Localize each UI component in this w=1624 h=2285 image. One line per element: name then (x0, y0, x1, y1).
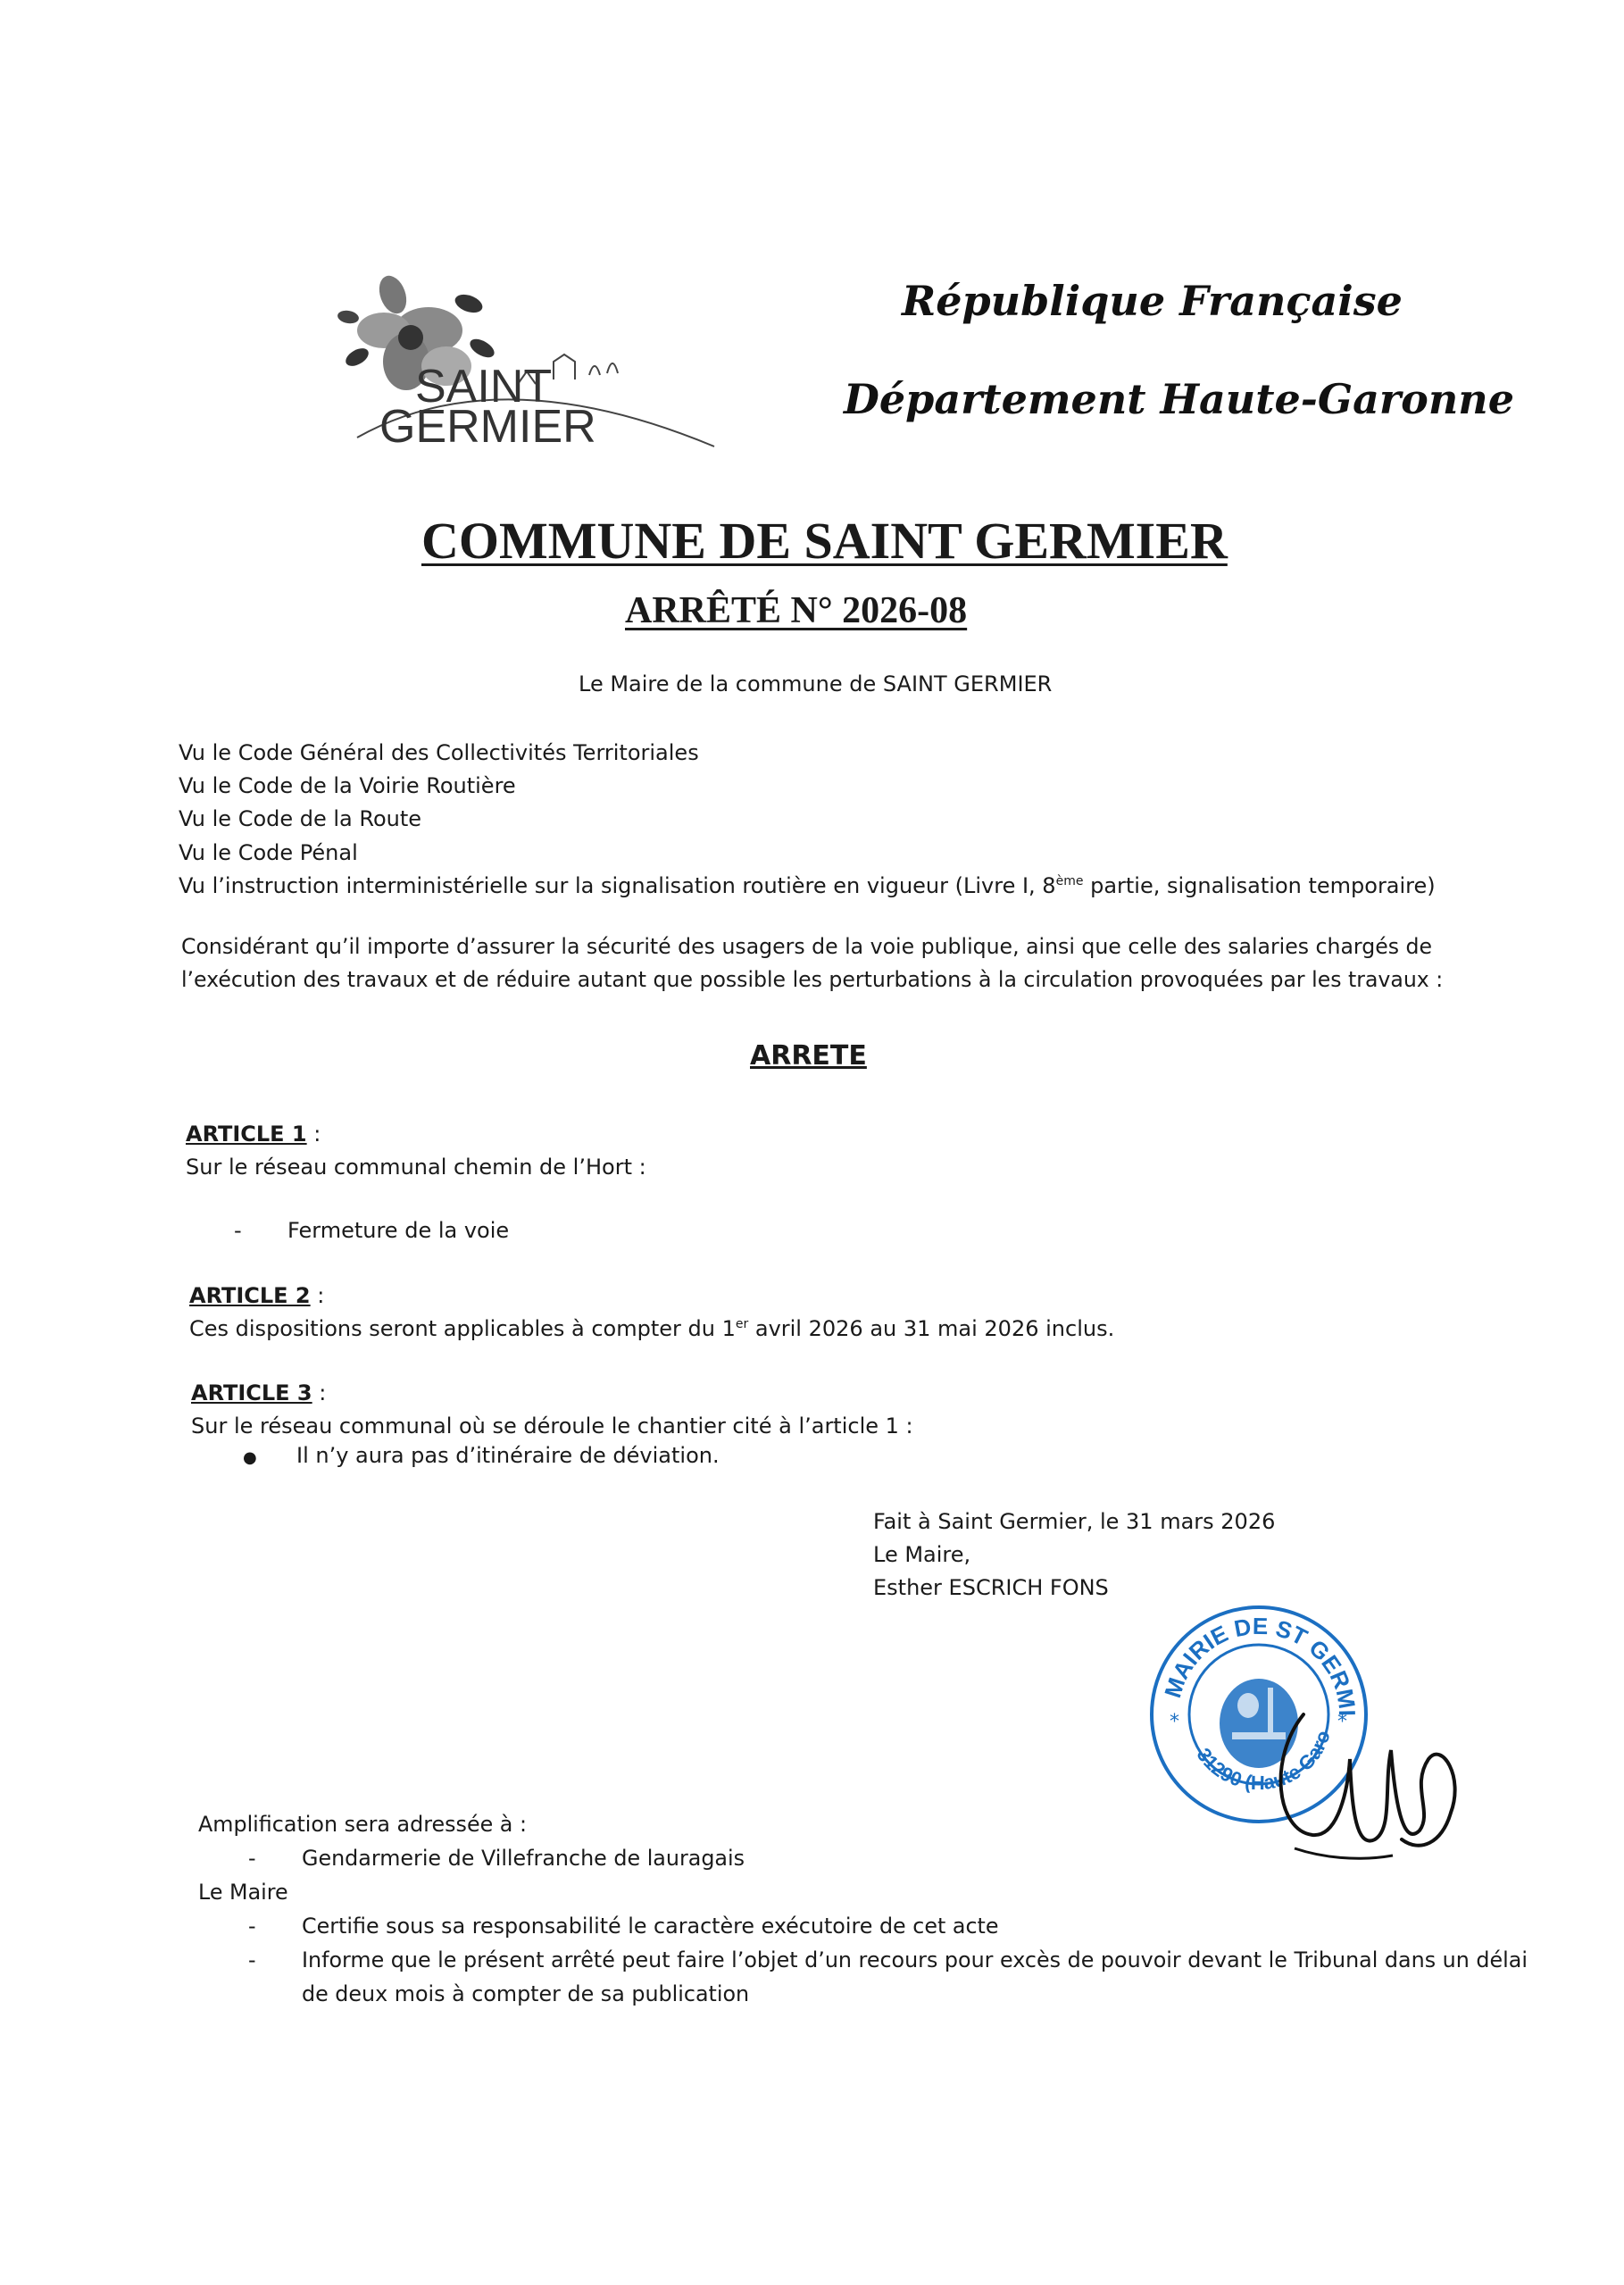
reference-line: Vu le Code Général des Collectivités Territoriales (179, 740, 699, 765)
legal-references (179, 737, 1436, 903)
article-text: Sur le réseau communal chemin de l’Hort : (186, 1155, 646, 1180)
amplification-label: Amplification sera adressée à : (198, 1812, 527, 1837)
commune-logo (321, 268, 732, 455)
article-1: ARTICLE 1 : Sur le réseau communal chemin de l’Hort : (186, 1118, 646, 1184)
page-title: COMMUNE DE SAINT GERMIER (421, 512, 1228, 570)
svg-text:*: * (1337, 1711, 1347, 1733)
recipient-item: - Gendarmerie de Villefranche de lauragais (248, 1846, 745, 1871)
article-text: Sur le réseau communal où se déroule le chantier cité à l’article 1 : (191, 1414, 913, 1439)
intro-line: Le Maire de la commune de SAINT GERMIER (579, 671, 1053, 696)
flower-logo-graphic (321, 268, 732, 455)
whereas-line: Considérant qu’il importe d’assurer la sécurité des usagers de la voie publique, ainsi que celle des salaries chargés de (181, 934, 1432, 959)
logo-text-germier: GERMIER (379, 401, 596, 453)
mayor-label: Le Maire (198, 1880, 288, 1905)
bullet-item: ● Il n’y aura pas d’itinéraire de déviation. (243, 1439, 720, 1472)
superscript: er (735, 1317, 749, 1332)
article-3: ARTICLE 3 : Sur le réseau communal où se déroule le chantier cité à l’article 1 : (191, 1377, 913, 1443)
superscript: ème (1055, 873, 1084, 888)
article-text: Ces dispositions seront applicables à compter du 1er avril 2026 au 31 mai 2026 inclus. (189, 1316, 1115, 1342)
instruction-line: Vu l’instruction interministérielle sur la signalisation routière en vigueur (Livre I, 8ème partie, signalisation temporaire) (179, 872, 1436, 898)
place-date: Fait à Saint Germier, le 31 mars 2026 (873, 1509, 1276, 1534)
reference-line: Vu le Code Pénal (179, 839, 358, 865)
reference-line: Vu le Code de la Route (179, 806, 422, 832)
continuation-line: de deux mois à compter de sa publication (302, 1981, 750, 2006)
department-heading: Département Haute-Garonne (844, 375, 1515, 423)
article-label: ARTICLE 2 (189, 1283, 311, 1308)
signatory-name: Esther ESCRICH FONS (873, 1575, 1109, 1601)
whereas-paragraph (181, 930, 1444, 996)
article-2: ARTICLE 2 : Ces dispositions seront applicables à compter du 1er avril 2026 au 31 mai 2026 inclus. (189, 1280, 1114, 1346)
article-label: ARTICLE 3 (191, 1380, 312, 1405)
mayor-item: - Certifie sous sa responsabilité le caractère exécutoire de cet acte (248, 1914, 999, 1939)
stamp-bottom-text: 31290 (Haute Garo (1192, 1727, 1335, 1795)
whereas-line: l’exécution des travaux et de réduire autant que possible les perturbations à la circulation provoquées par les travaux : (181, 966, 1444, 992)
bullet-icon: ● (243, 1448, 257, 1467)
mayor-item: - Informe que le présent arrêté peut faire l’objet d’un recours pour excès de pouvoir devant le Tribunal dans un délai (248, 1947, 1528, 1972)
republic-heading: République Française (902, 277, 1403, 325)
reference-line: Vu le Code de la Voirie Routière (179, 773, 516, 799)
logo-text-saint: SAINT (415, 361, 553, 413)
decree-number: ARRÊTÉ N° 2026-08 (625, 590, 968, 631)
arrete-heading: ARRETE (750, 1040, 867, 1072)
list-item: - Fermeture de la voie (234, 1218, 510, 1243)
signatory-role: Le Maire, (873, 1542, 971, 1568)
stamp-top-text: MAIRIE DE ST GERMI (1159, 1612, 1362, 1717)
signature-block (873, 1505, 1275, 1605)
svg-text:*: * (1170, 1711, 1179, 1733)
distribution-block (198, 1807, 1528, 2011)
article-label: ARTICLE 1 (186, 1122, 307, 1147)
